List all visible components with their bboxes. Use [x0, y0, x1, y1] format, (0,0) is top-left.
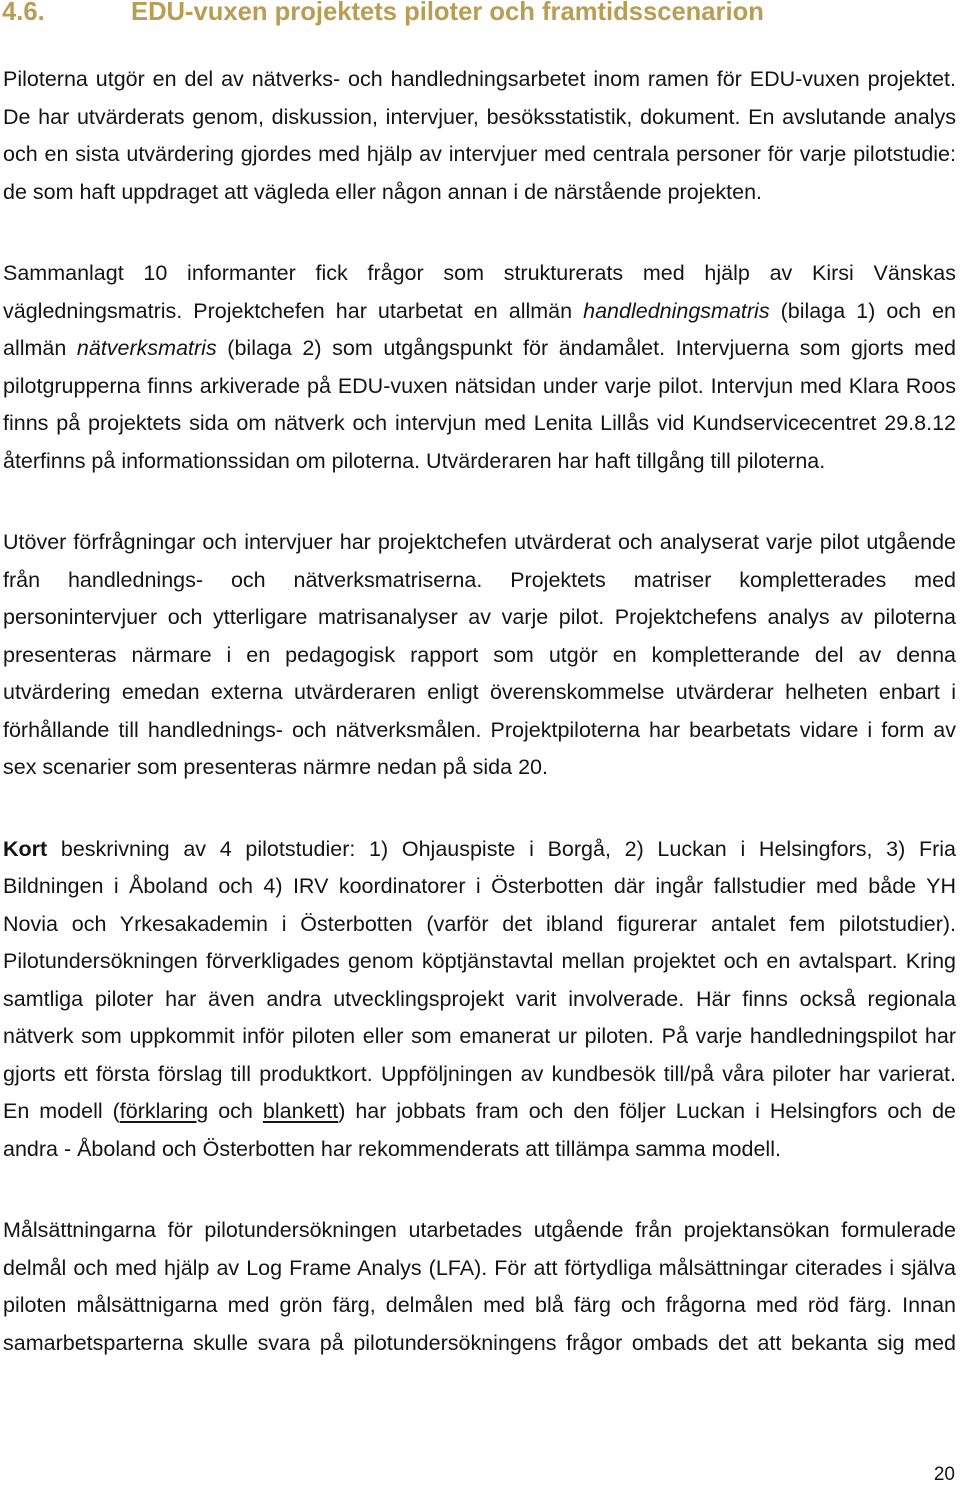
text-line: samarbetsparterna skulle svara på pilotundersökningens frågor ombads det att bekanta sig med: [3, 1330, 956, 1355]
text-line: nätverk som uppkommit inför piloten eller som emanerat ur piloten. På varje handledningspilot har: [3, 1024, 956, 1048]
paragraph-goals: [3, 1212, 956, 1362]
text-line: återfinns på informationssidan om piloterna. Utvärderaren har haft tillgång till piloterna.: [3, 448, 826, 473]
text-line: presenteras närmare i en pedagogisk rapport som utgör en kompletterande del av denna: [3, 642, 956, 667]
forklaring-link[interactable]: förklaring: [119, 1099, 209, 1123]
text-line: personintervjuer och ytterligare matrisanalyser av varje pilot. Projektchefens analys av piloterna: [3, 605, 956, 629]
text-line: Kort beskrivning av 4 pilotstudier: 1) Ohjauspiste i Borgå, 2) Luckan i Helsingfors, 3) Fria: [3, 836, 956, 861]
text-line: delmål och med hjälp av Log Frame Analys (LFA). För att förtydliga målsättningar citerades i själva: [3, 1255, 956, 1280]
text-line: allmän nätverksmatris (bilaga 2) som utgångspunkt för ändamålet. Intervjuerna som gjorts med: [3, 336, 956, 360]
section-title: EDU-vuxen projektets piloter och framtidsscenarion: [131, 0, 764, 26]
text-line: finns på projektets sida om nätverk och intervjun med Lenita Lillås vid Kundservicecentret 29.8.12: [3, 411, 956, 435]
text-line: Sammanlagt 10 informanter fick frågor som strukturerats med hjälp av Kirsi Vänskas: [3, 261, 956, 285]
natverksmatris-term: nätverksmatris: [76, 336, 217, 360]
text-line: pilotgrupperna finns arkiverade på EDU-vuxen nätsidan under varje pilot. Intervjun med Klara Roos: [3, 373, 956, 398]
text-line: samtliga piloter har även andra utvecklingsprojekt varit involverade. Här finns också regionala: [3, 986, 956, 1011]
paragraph-project-manager-analysis: [3, 524, 956, 787]
text-line: Novia och Yrkesakademin i Österbotten (varför det ibland figurerar antalet fem pilotstudier).: [3, 911, 956, 936]
document-body: [3, 61, 956, 1362]
text-line: Bildningen i Åboland och 4) IRV koordinatorer i Österbotten där ingår fallstudier med både YH: [3, 874, 956, 898]
text-line: piloten målsättnigarna med grön färg, delmålen med blå färg och frågorna med röd färg. Innan: [3, 1293, 956, 1317]
page-number: 20: [933, 1464, 955, 1485]
text-line: och en sista utvärdering gjordes med hjälp av intervjuer med centrala personer för varje pilotstudie:: [3, 142, 956, 166]
text-line: gjorts ett första förslag till produktkort. Uppföljningen av kundbesök till/på våra piloter har varierat.: [3, 1061, 956, 1086]
text-line: Utöver förfrågningar och intervjuer har projektchefen utvärderat och analyserat varje pilot utgående: [3, 530, 956, 554]
blankett-link[interactable]: blankett: [262, 1099, 339, 1123]
paragraph-informants: [3, 255, 956, 480]
section-number: 4.6.: [2, 0, 45, 26]
text-line: utvärdering emedan externa utvärderaren enligt överenskommelse utvärderar helheten enbart i: [3, 680, 956, 704]
text-line: Målsättningarna för pilotundersökningen utarbetades utgående från projektansökan formulerade: [3, 1218, 956, 1242]
text-line: Piloterna utgör en del av nätverks- och handledningsarbetet inom ramen för EDU-vuxen projektet.: [3, 67, 956, 91]
text-line: De har utvärderats genom, diskussion, intervjuer, besöksstatistik, dokument. En avslutande analys: [3, 104, 956, 129]
paragraph-pilot-evaluation: [3, 61, 956, 211]
text-line: andra - Åboland och Österbotten har rekommenderats att tillämpa samma modell.: [3, 1136, 781, 1161]
text-line: de som haft uppdraget att vägleda eller någon annan i de närstående projekten.: [3, 179, 763, 204]
kort-term: Kort: [3, 836, 48, 861]
section-heading: [2, 0, 764, 25]
text-line: En modell (förklaring och blankett) har jobbats fram och den följer Luckan i Helsingfors och de: [3, 1099, 956, 1123]
text-line: vägledningsmatris. Projektchefen har utarbetat en allmän handledningsmatris (bilaga 1) och en: [3, 298, 956, 323]
paragraph-pilot-studies: [3, 831, 956, 1169]
text-line: Pilotundersökningen förverkligades genom köptjänstavtal mellan projektet och en avtalspart. Kring: [3, 949, 956, 973]
text-line: sex scenarier som presenteras närmre nedan på sida 20.: [3, 755, 548, 779]
text-line: förhållande till handlednings- och nätverksmålen. Projektpiloterna har bearbetats vidare i form av: [3, 717, 956, 742]
text-line: från handlednings- och nätverksmatriserna. Projektets matriser kompletterades med: [3, 567, 956, 592]
handledningsmatris-term: handledningsmatris: [583, 298, 770, 323]
